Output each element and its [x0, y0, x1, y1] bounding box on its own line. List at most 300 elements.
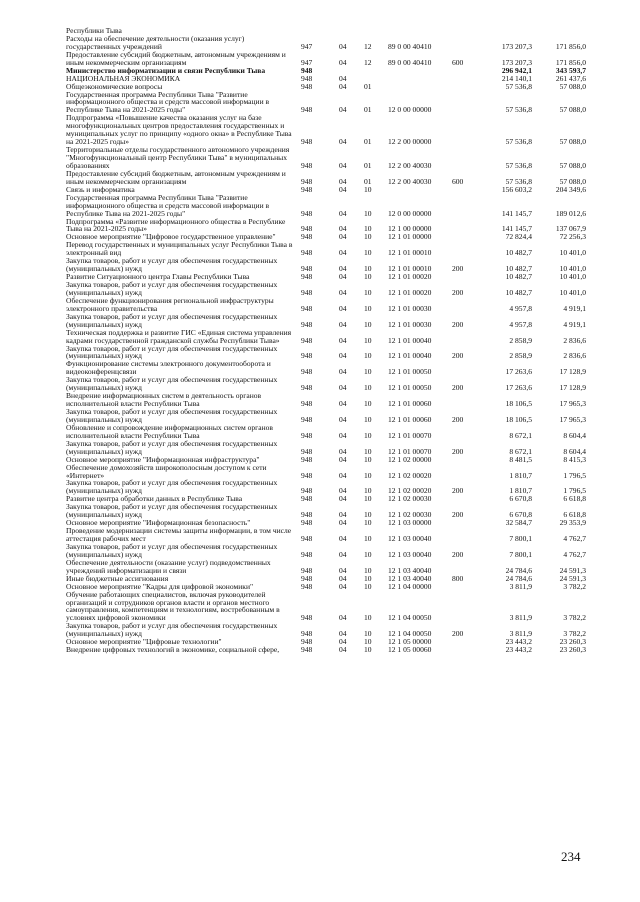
table-row [66, 464, 588, 480]
row-amount-year2: 6 618,8 [563, 510, 586, 520]
row-section-code: 04 [339, 430, 347, 440]
row-target-article: 12 1 03 00040 [388, 534, 432, 543]
row-amount-year2: 10 401,0 [559, 287, 586, 297]
row-name: Закупка товаров, работ и услуг для обеспечения государственных (муниципальных) нужд [66, 281, 278, 297]
row-amount-year2: 2 836,6 [563, 351, 586, 361]
row-amount-year1: 173 207,3 [501, 57, 532, 67]
row-ministry-code: 948 [301, 176, 313, 186]
table-row [66, 35, 588, 51]
row-target-article: 12 2 00 00000 [388, 137, 432, 147]
table-row [66, 456, 588, 464]
row-amount-year1: 57 536,8 [505, 160, 532, 170]
row-amount-year2: 10 401,0 [559, 248, 586, 258]
row-amount-year2: 4 919,1 [563, 319, 586, 329]
row-expense-type: 200 [452, 287, 464, 297]
row-ministry-code: 948 [301, 629, 313, 639]
row-name: Подпрограмма «Повышение качества оказания услуг на базе многофункциональных центров предоставления государственных и муниципальных услуг по принципу «одного окна» в Республике Тыва на 2021-2025 годы» [66, 114, 292, 147]
row-amount-year2: 23 260,3 [559, 637, 586, 647]
table-row [66, 281, 588, 297]
row-amount-year2: 3 782,2 [563, 613, 586, 623]
row-section-code: 04 [339, 494, 347, 504]
row-ministry-code: 948 [301, 573, 313, 583]
row-amount-year1: 24 784,6 [505, 573, 532, 583]
row-subsection-code: 10 [364, 494, 372, 504]
table-row [66, 392, 588, 408]
row-section-code: 04 [339, 272, 347, 282]
row-section-code: 04 [339, 581, 347, 591]
table-row [66, 257, 588, 273]
row-subsection-code: 10 [364, 232, 372, 242]
row-amount-year1: 18 106,5 [505, 399, 532, 409]
row-amount-year2: 4 762,7 [563, 534, 586, 543]
row-target-article [388, 75, 452, 83]
row-name: Закупка товаров, работ и услуг для обеспечения государственных (муниципальных) нужд [66, 622, 278, 639]
row-ministry-code: 948 [301, 208, 313, 218]
row-section-code: 04 [339, 208, 347, 218]
table-row [66, 519, 588, 527]
row-section-code: 04 [339, 81, 347, 91]
row-target-article: 12 2 00 40030 [388, 160, 432, 170]
row-amount-year2: 10 401,0 [559, 264, 586, 274]
row-amount-year2: 23 260,3 [559, 645, 586, 655]
row-ministry-code: 948 [301, 494, 313, 504]
row-expense-type: 200 [452, 486, 464, 496]
row-expense-type [452, 27, 476, 35]
row-expense-type [452, 464, 476, 480]
row-amount-year1: 296 942,1 [501, 65, 532, 75]
row-amount-year1: 156 603,2 [501, 184, 532, 194]
row-target-article: 12 1 04 00050 [388, 613, 432, 623]
row-subsection-code: 10 [364, 637, 372, 647]
row-expense-type [452, 591, 476, 623]
row-name: Основное мероприятие "Цифровое государственное управление" [66, 233, 276, 242]
row-ministry-code: 948 [301, 272, 313, 282]
row-subsection-code: 10 [364, 486, 372, 496]
row-section-code: 04 [339, 399, 347, 409]
row-target-article: 12 1 02 00020 [388, 486, 432, 496]
table-row [66, 91, 588, 115]
row-ministry-code: 948 [301, 565, 313, 575]
row-section-code: 04 [339, 637, 347, 647]
row-amount-year1: 10 482,7 [505, 287, 532, 297]
row-subsection-code: 10 [364, 184, 372, 194]
row-target-article: 89 0 00 40410 [388, 57, 432, 67]
row-subsection-code: 10 [364, 613, 372, 623]
row-ministry-code: 948 [301, 264, 313, 274]
row-ministry-code: 948 [301, 232, 313, 242]
row-ministry-code: 948 [301, 224, 313, 234]
table-row [66, 360, 588, 376]
row-section-code: 04 [339, 232, 347, 242]
row-expense-type [452, 559, 476, 575]
row-section-code: 04 [339, 510, 347, 520]
row-section-code: 04 [339, 446, 347, 456]
row-target-article: 12 2 00 40030 [388, 176, 432, 186]
row-name: Закупка товаров, работ и услуг для обеспечения государственных (муниципальных) нужд [66, 503, 278, 520]
row-name: Обучение работающих специалистов, включая руководителей организаций и сотрудников органов власти и органов местного самоуправления, компетенциям и технологиям, востребованным в условиях цифровой экономики [66, 590, 280, 623]
row-subsection-code [364, 67, 388, 75]
row-ministry-code: 948 [301, 414, 313, 424]
row-amount-year1: 4 957,8 [509, 303, 532, 313]
row-expense-type: 600 [452, 57, 464, 67]
row-section-code: 04 [339, 160, 347, 170]
table-row [66, 527, 588, 543]
row-target-article: 12 1 01 00040 [388, 335, 432, 345]
row-amount-year1: 141 145,7 [501, 208, 532, 218]
row-amount-year2: 17 965,3 [559, 414, 586, 424]
row-target-article: 12 1 01 00030 [388, 303, 432, 313]
row-amount-year1: 3 811,9 [509, 581, 532, 591]
row-target-article: 12 1 02 00030 [388, 494, 432, 504]
row-amount-year2: 29 353,9 [559, 518, 586, 528]
row-subsection-code: 10 [364, 264, 372, 274]
row-amount-year2: 24 591,3 [559, 573, 586, 583]
table-row [66, 479, 588, 495]
row-amount-year2: 2 836,6 [563, 335, 586, 345]
row-amount-year1: 57 536,8 [505, 105, 532, 115]
row-expense-type [452, 392, 476, 408]
row-expense-type [452, 35, 476, 51]
row-expense-type: 200 [452, 383, 464, 393]
table-row [66, 345, 588, 361]
row-name: Функционирование системы электронного документооборота и видеоконференцсвязи [66, 360, 271, 377]
row-amount-year2: 8 604,4 [563, 430, 586, 440]
row-target-article [388, 186, 452, 194]
row-ministry-code: 948 [301, 399, 313, 409]
row-subsection-code: 01 [364, 81, 372, 91]
row-amount-year1: 8 481,5 [509, 454, 532, 464]
row-name: Закупка товаров, работ и услуг для обеспечения государственных (муниципальных) нужд [66, 257, 278, 274]
row-subsection-code: 12 [364, 41, 372, 51]
row-target-article: 12 1 01 00020 [388, 287, 432, 297]
row-target-article: 12 1 03 00040 [388, 549, 432, 559]
row-ministry-code: 948 [301, 184, 313, 194]
row-target-article: 12 1 01 00040 [388, 351, 432, 361]
row-target-article: 12 1 01 00060 [388, 414, 432, 424]
row-section-code: 04 [339, 184, 347, 194]
row-expense-type [452, 424, 476, 440]
row-ministry-code: 948 [301, 549, 313, 559]
row-ministry-code: 948 [301, 383, 313, 393]
row-ministry-code: 948 [301, 105, 313, 115]
row-section-code: 04 [339, 367, 347, 377]
row-target-article: 12 1 04 00000 [388, 581, 432, 591]
row-amount-year2: 72 256,3 [559, 232, 586, 242]
row-amount-year1: 10 482,7 [505, 272, 532, 282]
row-subsection-code [364, 27, 388, 35]
table-row [66, 440, 588, 456]
row-name: Внедрение информационных систем в деятельность органов исполнительной власти Республики Тыва [66, 392, 262, 408]
row-subsection-code: 10 [364, 446, 372, 456]
row-amount-year1: 173 207,3 [501, 41, 532, 51]
row-amount-year2: 57 088,0 [559, 105, 586, 115]
row-section-code: 04 [339, 565, 347, 575]
row-name: Предоставление субсидий бюджетным, автономным учреждениям и иным некоммерческим организациям [66, 50, 286, 67]
row-section-code: 04 [339, 414, 347, 424]
row-amount-year1: 7 800,1 [509, 534, 532, 543]
row-target-article: 12 1 03 00000 [388, 518, 432, 528]
row-name: Закупка товаров, работ и услуг для обеспечения государственных (муниципальных) нужд [66, 312, 278, 329]
row-ministry-code: 948 [301, 65, 313, 75]
row-target-article: 12 1 04 00050 [388, 629, 432, 639]
row-name: Иные бюджетные ассигнования [66, 574, 169, 583]
row-name: Республики Тыва [66, 27, 122, 35]
row-target-article: 12 0 00 00000 [388, 208, 432, 218]
row-expense-type [452, 297, 476, 313]
row-name: Основное мероприятие "Информационная инфраструктура" [66, 455, 260, 464]
row-target-article: 12 1 01 00020 [388, 272, 432, 282]
table-row [66, 83, 588, 91]
row-amount-year1: 214 140,1 [501, 73, 532, 83]
row-expense-type [452, 495, 476, 503]
row-amount-year1: 1 810,7 [509, 470, 532, 480]
table-row [66, 583, 588, 591]
row-amount-year2: 8 415,3 [563, 454, 586, 464]
row-section-code: 04 [339, 486, 347, 496]
row-amount-year2: 57 088,0 [559, 160, 586, 170]
row-target-article: 12 1 01 00030 [388, 319, 432, 329]
row-amount-year1: 17 263,6 [505, 367, 532, 377]
row-name: Закупка товаров, работ и услуг для обеспечения государственных (муниципальных) нужд [66, 439, 278, 456]
table-row [66, 495, 588, 503]
row-section-code: 04 [339, 137, 347, 147]
row-subsection-code: 10 [364, 335, 372, 345]
row-amount-year1: 23 443,2 [505, 645, 532, 655]
row-name: Закупка товаров, работ и услуг для обеспечения государственных (муниципальных) нужд [66, 344, 278, 361]
row-amount-year1: 1 810,7 [509, 486, 532, 496]
row-expense-type [452, 194, 476, 218]
row-target-article: 12 1 01 00050 [388, 383, 432, 393]
row-name: Общеэкономические вопросы [66, 82, 163, 91]
row-name: Перевод государственных и муниципальных услуг Республики Тыва в электронный вид [66, 241, 293, 258]
row-section-code: 04 [339, 224, 347, 234]
row-ministry-code: 947 [301, 41, 313, 51]
row-amount-year1: 8 672,1 [509, 446, 532, 456]
table-row [66, 376, 588, 392]
row-section-code: 04 [339, 335, 347, 345]
row-amount-year1: 57 536,8 [505, 81, 532, 91]
row-amount-year2: 57 088,0 [559, 176, 586, 186]
row-amount-year2: 4 919,1 [563, 303, 586, 313]
table-row [66, 559, 588, 575]
row-section-code: 04 [339, 518, 347, 528]
row-expense-type [452, 91, 476, 115]
row-amount-year1: 32 584,7 [505, 518, 532, 528]
table-row [66, 297, 588, 313]
row-amount-year1: 10 482,7 [505, 248, 532, 258]
row-ministry-code: 948 [301, 470, 313, 480]
row-ministry-code: 948 [301, 645, 313, 655]
row-amount-year1: 3 811,9 [509, 613, 532, 623]
row-amount-year1: 24 784,6 [505, 565, 532, 575]
row-target-article [388, 83, 452, 91]
row-ministry-code: 948 [301, 303, 313, 313]
row-amount-year2: 189 012,6 [555, 208, 586, 218]
row-ministry-code: 948 [301, 518, 313, 528]
row-section-code: 04 [339, 573, 347, 583]
row-ministry-code: 948 [301, 248, 313, 258]
table-row [66, 424, 588, 440]
row-expense-type: 200 [452, 549, 464, 559]
row-target-article: 12 1 05 00060 [388, 645, 432, 655]
row-expense-type [452, 456, 476, 464]
row-ministry-code: 948 [301, 637, 313, 647]
row-amount-year1: 6 670,8 [509, 494, 532, 504]
row-amount-year2: 17 128,9 [559, 367, 586, 377]
row-amount-year1: 3 811,9 [509, 629, 532, 639]
row-amount-year2: 171 856,0 [555, 57, 586, 67]
row-subsection-code: 10 [364, 287, 372, 297]
row-expense-type: 200 [452, 351, 464, 361]
row-ministry-code: 948 [301, 581, 313, 591]
row-ministry-code: 948 [301, 335, 313, 345]
row-subsection-code: 10 [364, 399, 372, 409]
row-target-article [388, 67, 452, 75]
row-section-code: 04 [339, 57, 347, 67]
row-amount-year1: 72 824,4 [505, 232, 532, 242]
row-amount-year2: 4 762,7 [563, 549, 586, 559]
row-subsection-code: 10 [364, 367, 372, 377]
row-name: Закупка товаров, работ и услуг для обеспечения государственных (муниципальных) нужд [66, 542, 278, 559]
row-subsection-code: 10 [364, 319, 372, 329]
row-amount-year2: 1 796,5 [563, 470, 586, 480]
row-subsection-code: 10 [364, 534, 372, 543]
row-section-code: 04 [339, 613, 347, 623]
row-name: Развитие центра обработки данных в Республике Тыва [66, 495, 243, 504]
table-row [66, 194, 588, 218]
row-section-code: 04 [339, 73, 347, 83]
row-subsection-code: 10 [364, 414, 372, 424]
row-target-article: 12 1 01 00010 [388, 248, 432, 258]
row-subsection-code: 10 [364, 383, 372, 393]
row-amount-year1 [476, 27, 532, 35]
row-section-code: 04 [339, 351, 347, 361]
row-amount-year2: 24 591,3 [559, 565, 586, 575]
row-amount-year2: 3 782,2 [563, 629, 586, 639]
row-amount-year1: 8 672,1 [509, 430, 532, 440]
row-ministry-code: 948 [301, 319, 313, 329]
row-subsection-code: 10 [364, 272, 372, 282]
row-expense-type [452, 329, 476, 345]
table-row [66, 622, 588, 638]
row-name: Проведение модернизации системы защиты информации, в том числе аттестация рабочих мест [66, 527, 292, 543]
row-amount-year2: 10 401,0 [559, 272, 586, 282]
row-name: Внедрение цифровых технологий в экономике, социальной сфере, [66, 646, 280, 655]
row-amount-year2: 204 349,6 [555, 184, 586, 194]
row-expense-type [452, 646, 476, 654]
row-ministry-code: 948 [301, 73, 313, 83]
row-name: Государственная программа Республики Тыва "Развитие информационного общества и средств массовой информации в Республике Тыва на 2021-2025 годы" [66, 193, 270, 218]
row-amount-year2: 343 593,7 [555, 65, 586, 75]
table-row [66, 329, 588, 345]
row-target-article: 12 1 02 00000 [388, 454, 432, 464]
table-row [66, 543, 588, 559]
table-row [66, 170, 588, 186]
row-subsection-code: 10 [364, 430, 372, 440]
row-target-article: 12 1 01 00070 [388, 430, 432, 440]
row-amount-year2: 171 856,0 [555, 41, 586, 51]
row-subsection-code: 10 [364, 549, 372, 559]
row-target-article: 12 1 01 00000 [388, 232, 432, 242]
row-amount-year2: 17 128,9 [559, 383, 586, 393]
row-expense-type [452, 638, 476, 646]
table-row [66, 27, 588, 35]
row-subsection-code: 10 [364, 224, 372, 234]
row-expense-type [452, 360, 476, 376]
row-target-article: 12 0 00 00000 [388, 105, 432, 115]
row-amount-year1: 10 482,7 [505, 264, 532, 274]
row-subsection-code: 10 [364, 303, 372, 313]
budget-table-body [66, 27, 588, 654]
table-row [66, 146, 588, 170]
row-target-article: 12 1 02 00020 [388, 470, 432, 480]
table-row [66, 408, 588, 424]
row-name: НАЦИОНАЛЬНАЯ ЭКОНОМИКА [66, 74, 181, 83]
row-amount-year1: 17 263,6 [505, 383, 532, 393]
table-row [66, 503, 588, 519]
row-name: Обеспечение деятельности (оказание услуг) подведомственных учреждений информатизации и связи [66, 558, 271, 575]
row-name: Закупка товаров, работ и услуг для обеспечения государственных (муниципальных) нужд [66, 479, 278, 496]
row-section-code [339, 27, 364, 35]
row-amount-year2 [532, 27, 588, 35]
row-subsection-code: 01 [364, 176, 372, 186]
row-expense-type [452, 527, 476, 543]
row-name: Закупка товаров, работ и услуг для обеспечения государственных (муниципальных) нужд [66, 408, 278, 424]
row-target-article: 12 1 03 40040 [388, 573, 432, 583]
table-row [66, 186, 588, 194]
row-subsection-code: 01 [364, 105, 372, 115]
row-ministry-code: 948 [301, 160, 313, 170]
row-expense-type [452, 233, 476, 241]
row-amount-year2: 17 965,3 [559, 399, 586, 409]
row-amount-year2: 137 067,9 [555, 224, 586, 234]
row-expense-type [452, 67, 476, 75]
row-target-article: 12 1 01 00050 [388, 367, 432, 377]
row-amount-year1: 7 800,1 [509, 549, 532, 559]
row-expense-type: 200 [452, 264, 464, 274]
row-section-code: 04 [339, 454, 347, 464]
row-amount-year1: 2 858,9 [509, 351, 532, 361]
row-ministry-code: 948 [301, 446, 313, 456]
row-ministry-code: 948 [301, 534, 313, 543]
row-name: Государственная программа Республики Тыва "Развитие информационного общества и средств массовой информации в Республике Тыва на 2021-2025 годы" [66, 90, 270, 115]
row-expense-type: 600 [452, 176, 464, 186]
row-ministry-code: 948 [301, 486, 313, 496]
row-section-code: 04 [339, 319, 347, 329]
row-subsection-code: 10 [364, 518, 372, 528]
row-expense-type [452, 218, 476, 234]
row-amount-year1: 4 957,8 [509, 319, 532, 329]
row-expense-type [452, 241, 476, 257]
row-section-code: 04 [339, 264, 347, 274]
row-expense-type: 200 [452, 510, 464, 520]
row-amount-year2: 57 088,0 [559, 137, 586, 147]
row-amount-year2: 1 796,5 [563, 486, 586, 496]
row-subsection-code: 10 [364, 351, 372, 361]
table-row [66, 591, 588, 623]
row-subsection-code: 10 [364, 565, 372, 575]
table-row [66, 273, 588, 281]
row-name: Предоставление субсидий бюджетным, автономным учреждениям и иным некоммерческим организациям [66, 169, 286, 186]
row-target-article: 12 1 05 00000 [388, 637, 432, 647]
row-ministry-code: 948 [301, 510, 313, 520]
row-name: Основное мероприятие "Кадры для цифровой экономики" [66, 582, 254, 591]
row-target-article: 12 1 02 00030 [388, 510, 432, 520]
row-subsection-code: 10 [364, 573, 372, 583]
row-ministry-code [297, 27, 339, 35]
row-amount-year2: 57 088,0 [559, 81, 586, 91]
row-section-code: 04 [339, 470, 347, 480]
